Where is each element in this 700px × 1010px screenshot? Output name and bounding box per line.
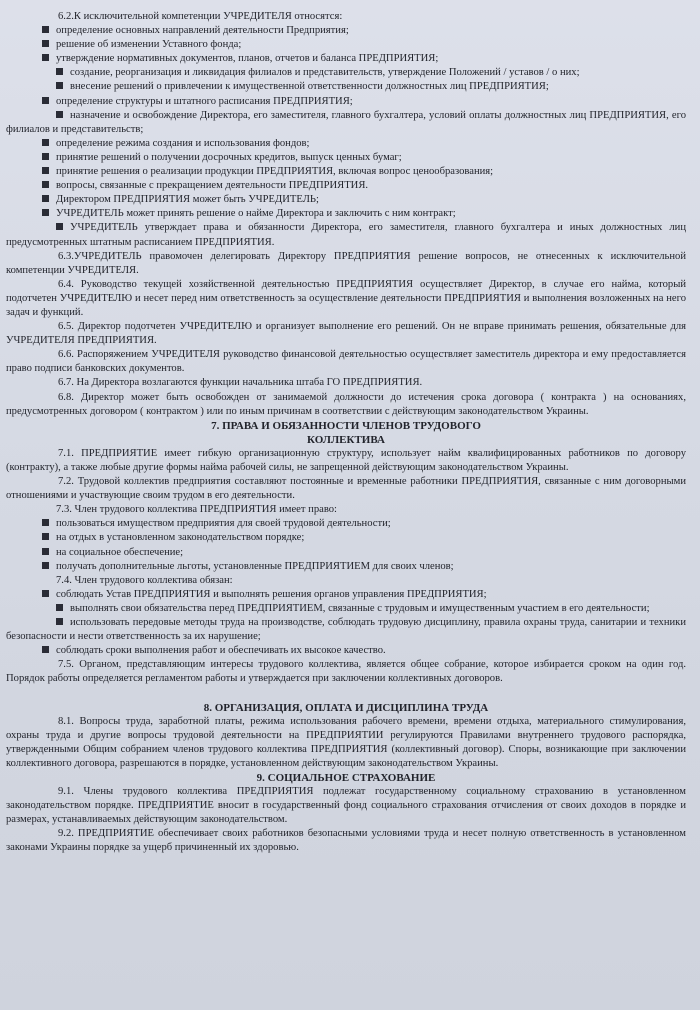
bullet-item: создание, реорганизация и ликвидация филиалов и представительств, утверждение Положений / уставов / о них; [6,66,686,80]
section-8-title: 8. ОРГАНИЗАЦИЯ, ОПЛАТА И ДИСЦИПЛИНА ТРУДА [203,701,489,714]
bullet-item: внесение решений о привлечении к имущественной ответственности должностных лиц ПРЕДПРИЯТИЯ; [6,80,686,94]
bullet-item: на социальное обеспечение; [6,546,686,560]
spacer [6,687,686,701]
clause-6-8: 6.8. Директор может быть освобожден от занимаемой должности до истечения срока договора ( контракта ) на основаниях, предусмотренных договором ( контрактом ) или по иным причинам в соответствии с действующим законодательством Украины. [6,391,686,417]
bullet-item: принятие решения о реализации продукции ПРЕДПРИЯТИЯ, включая вопрос ценообразования; [6,165,686,179]
clause-6-4: 6.4. Руководство текущей хозяйственной деятельностью ПРЕДПРИЯТИЯ осуществляет Директор, в случае его найма, который подотчетен УЧРЕДИТЕЛЮ и несет перед ним ответственность за осуществление деятельности ПРЕДПРИЯТИЯ и выполнения возложенных на него задач и функций. [6,278,686,318]
bullet-item: определение структуры и штатного расписания ПРЕДПРИЯТИЯ; [6,95,686,109]
bullet-item: получать дополнительные льготы, установленные ПРЕДПРИЯТИЕМ для своих членов; [6,560,686,574]
bullet-item: определение режима создания и использования фондов; [6,137,686,151]
section-7-title-continued: КОЛЛЕКТИВА [307,433,385,446]
clause-7-1: 7.1. ПРЕДПРИЯТИЕ имеет гибкую организационную структуру, использует найм квалифицированных работников по договору (контракту), а также любые другие формы найма рабочей силы, не запрещенной действующим законодательством Украины. [6,447,686,473]
clause-7-3: 7.3. Член трудового коллектива ПРЕДПРИЯТИЯ имеет право: [56,504,338,516]
clause-7-4: 7.4. Член трудового коллектива обязан: [56,574,233,586]
bullet-item: назначение и освобождение Директора, его заместителя, главного бухгалтера, условий оплаты должностных лиц ПРЕДПРИЯТИЯ, его филиалов и представительств; [6,109,686,137]
bullet-item: использовать передовые методы труда на производстве, соблюдать трудовую дисциплину, правила охраны труда, санитарии и техники безопасности и нести ответственность за их нарушение; [6,616,686,644]
section-9-title: 9. СОЦИАЛЬНОЕ СТРАХОВАНИЕ [256,771,436,784]
clause-6-7: 6.7. На Директора возлагаются функции начальника штаба ГО ПРЕДПРИЯТИЯ. [58,377,423,389]
bullet-item: утверждение нормативных документов, планов, отчетов и баланса ПРЕДПРИЯТИЯ; [6,52,686,66]
clause-8-1: 8.1. Вопросы труда, заработной платы, режима использования рабочего времени, времени отдыха, материального стимулирования, охраны труда и другие вопросы трудовой деятельности на ПРЕДПРИЯТИИ регулируются Правилами внутреннего трудового распорядка, утвержденными Общим собранием членов трудового коллектива ПРЕДПРИЯТИЯ (коллективный договор). Споры, возникающие при заключении коллективного договора, разрешаются в порядке, установленном действующим законодательством Украины. [6,715,686,769]
clause-6-3: 6.3.УЧРЕДИТЕЛЬ правомочен делегировать Директору ПРЕДПРИЯТИЯ решение вопросов, не отнесенных к исключительной компетенции УЧРЕДИТЕЛЯ. [6,250,686,276]
bullet-item: УЧРЕДИТЕЛЬ утверждает права и обязанности Директора, его заместителя, главного бухгалтера и иных должностных лиц предусмотренных штатным расписанием ПРЕДПРИЯТИЯ. [6,221,686,249]
clause-6-5: 6.5. Директор подотчетен УЧРЕДИТЕЛЮ и организует выполнение его решений. Он не вправе принимать решения, обязательные для УЧРЕДИТЕЛЯ ПРЕДПРИЯТИЯ. [6,321,686,347]
bullet-item: соблюдать Устав ПРЕДПРИЯТИЯ и выполнять решения органов управления ПРЕДПРИЯТИЯ; [6,588,686,602]
bullet-item: Директором ПРЕДПРИЯТИЯ может быть УЧРЕДИТЕЛЬ; [6,193,686,207]
bullet-item: пользоваться имуществом предприятия для своей трудовой деятельности; [6,517,686,531]
bullet-item: соблюдать сроки выполнения работ и обеспечивать их высокое качество. [6,644,686,658]
clause-7-5: 7.5. Органом, представляющим интересы трудового коллектива, является общее собрание, которое избирается сроком на один год. Порядок работы определяется регламентом работы и утверждается при заключении коллективных договоров. [6,659,686,685]
bullet-item: на отдых в установленном законодательством порядке; [6,531,686,545]
bullet-item: решение об изменении Уставного фонда; [6,38,686,52]
bullet-item: определение основных направлений деятельности Предприятия; [6,24,686,38]
bullet-item: УЧРЕДИТЕЛЬ может принять решение о найме Директора и заключить с ним контракт; [6,207,686,221]
bullet-item: принятие решений о получении досрочных кредитов, выпуск ценных бумаг; [6,151,686,165]
bullet-item: выполнять свои обязательства перед ПРЕДПРИЯТИЕМ, связанные с трудовым и имущественным участием в его деятельности; [6,602,686,616]
clause-9-2: 9.2. ПРЕДПРИЯТИЕ обеспечивает своих работников безопасными условиями труда и несет полную ответственность в установленном законами Украины порядке за ущерб причиненный их здоровью. [6,828,686,854]
clause-7-2: 7.2. Трудовой коллектив предприятия составляют постоянные и временные работники ПРЕДПРИЯТИЯ, связанные с ним договорными отношениями и участвующие своим трудом в его деятельности. [6,476,686,502]
section-7-title: 7. ПРАВА И ОБЯЗАННОСТИ ЧЛЕНОВ ТРУДОВОГО [211,419,481,432]
bullet-item: вопросы, связанные с прекращением деятельности ПРЕДПРИЯТИЯ. [6,179,686,193]
clause-9-1: 9.1. Члены трудового коллектива ПРЕДПРИЯТИЯ подлежат государственному социальному страхованию в установленном законодательством порядке. ПРЕДПРИЯТИЕ вносит в государственный фонд социального страхования отчисления от своих доходов в порядке и размерах, устанавливаемых действующим законодательством. [6,786,686,826]
clause-6-2: 6.2.К исключительной компетенции УЧРЕДИТЕЛЯ относятся: [58,11,343,22]
clause-6-6: 6.6. Распоряжением УЧРЕДИТЕЛЯ руководство финансовой деятельностью осуществляет заместитель директора и ему предоставляется право подписи банковских документов. [6,349,686,375]
